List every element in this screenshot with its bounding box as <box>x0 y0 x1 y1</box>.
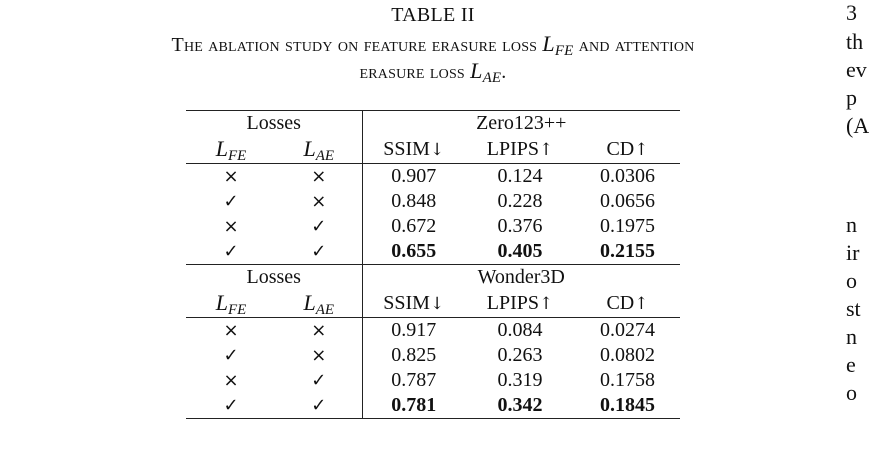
adjacent-text-fragment: ev <box>846 57 867 82</box>
table-row <box>186 239 680 265</box>
cd-value: 0.1845 <box>575 393 680 419</box>
checkmark-icon: ✓ <box>276 393 362 419</box>
table-row <box>186 393 680 419</box>
checkmark-icon: ✓ <box>186 393 276 419</box>
cross-icon: × <box>223 370 239 391</box>
table-caption-line-2 <box>40 57 826 86</box>
adjacent-text-fragment: o <box>846 268 857 293</box>
cd-header: CD↑ <box>606 291 649 314</box>
losses-header: Losses <box>186 265 362 291</box>
adjacent-text-fragment: n <box>846 212 857 237</box>
lpips-value: 0.342 <box>465 393 575 419</box>
table-row <box>186 318 680 344</box>
loss-fe-symbol: $L_{FE}$ <box>542 31 574 59</box>
ssim-header: SSIM↓ <box>383 291 445 314</box>
lpips-value: 0.084 <box>465 318 575 344</box>
lpips-value: 0.228 <box>497 190 543 212</box>
adjacent-text-fragment: p <box>846 85 857 110</box>
model-header: Wonder3D <box>362 265 680 291</box>
caption-text: and attention <box>578 34 695 56</box>
table-row <box>186 214 680 239</box>
adjacent-text-fragment: 3 <box>846 0 857 25</box>
table-row <box>186 164 680 190</box>
metric-direction-arrow: ↓ <box>429 139 445 160</box>
adjacent-text-fragment: o <box>846 380 857 405</box>
ssim-value: 0.907 <box>362 164 465 190</box>
ssim-value: 0.655 <box>391 240 437 262</box>
lpips-header: LPIPS↑ <box>486 291 554 314</box>
cd-value: 0.0274 <box>575 318 680 344</box>
cross-icon: × <box>276 318 362 344</box>
loss-fe-column-header: $L_{FE}$ <box>215 290 247 318</box>
checkmark-icon: ✓ <box>276 368 362 393</box>
metric-direction-arrow: ↓ <box>429 293 445 314</box>
adjacent-text-fragment: th <box>846 29 864 54</box>
adjacent-text-fragment: ir <box>846 240 860 265</box>
checkmark-icon: ✓ <box>223 191 239 212</box>
losses-header: Losses <box>186 111 362 137</box>
lpips-value: 0.376 <box>497 215 543 237</box>
ssim-value: 0.848 <box>391 190 437 212</box>
cd-value: 0.0802 <box>600 344 655 366</box>
section-header-row <box>186 265 680 291</box>
cd-value: 0.0656 <box>600 190 655 212</box>
section-header-row <box>186 111 680 137</box>
ssim-header: SSIM↓ <box>383 137 445 160</box>
ablation-table-body <box>186 111 680 419</box>
ablation-table <box>186 110 680 419</box>
cd-header: CD↑ <box>606 137 649 160</box>
metric-direction-arrow: ↑ <box>539 293 554 314</box>
lpips-value: 0.263 <box>497 344 543 366</box>
cross-icon: × <box>223 216 239 237</box>
cd-value: 0.1975 <box>600 215 655 237</box>
loss-ae-column-header: $L_{AE}$ <box>276 136 362 164</box>
lpips-value: 0.405 <box>497 240 543 262</box>
adjacent-text-fragment: n <box>846 324 857 349</box>
ssim-value: 0.825 <box>391 344 437 366</box>
table-label: TABLE II <box>391 4 475 26</box>
adjacent-text-fragment: st <box>846 296 861 321</box>
adjacent-text-fragment: e <box>846 352 856 377</box>
table-caption-line-1 <box>40 30 826 59</box>
cross-icon: × <box>276 343 362 368</box>
lpips-value: 0.124 <box>465 164 575 190</box>
metric-direction-arrow: ↑ <box>634 293 649 314</box>
cross-icon: × <box>276 164 362 190</box>
caption-text: The ablation study on feature erasure loss <box>171 34 538 56</box>
model-header: Zero123++ <box>362 111 680 137</box>
caption-text: erasure loss <box>359 61 465 83</box>
cross-icon: × <box>276 189 362 214</box>
metric-direction-arrow: ↑ <box>634 139 649 160</box>
metric-direction-arrow: ↑ <box>539 139 554 160</box>
ssim-value: 0.917 <box>362 318 465 344</box>
table-row <box>186 189 680 214</box>
metric-header-row <box>186 136 680 164</box>
caption-period: . <box>501 61 507 83</box>
cross-icon: × <box>186 318 276 344</box>
checkmark-icon: ✓ <box>276 214 362 239</box>
adjacent-text-fragment: (A <box>846 113 869 138</box>
loss-fe-column-header: $L_{FE}$ <box>215 136 247 164</box>
checkmark-icon: ✓ <box>223 241 239 262</box>
ssim-value: 0.672 <box>391 215 437 237</box>
checkmark-icon: ✓ <box>276 239 362 265</box>
cd-value: 0.1758 <box>600 369 655 391</box>
table-row <box>186 343 680 368</box>
checkmark-icon: ✓ <box>223 345 239 366</box>
loss-ae-column-header: $L_{AE}$ <box>276 290 362 318</box>
cross-icon: × <box>186 164 276 190</box>
cd-value: 0.0306 <box>575 164 680 190</box>
ssim-value: 0.787 <box>391 369 437 391</box>
adjacent-column-text <box>846 0 869 471</box>
lpips-value: 0.319 <box>497 369 543 391</box>
loss-ae-symbol: $L_{AE}$ <box>470 58 502 86</box>
cd-value: 0.2155 <box>600 240 655 262</box>
metric-header-row <box>186 290 680 318</box>
ssim-value: 0.781 <box>362 393 465 419</box>
table-row <box>186 368 680 393</box>
lpips-header: LPIPS↑ <box>486 137 554 160</box>
